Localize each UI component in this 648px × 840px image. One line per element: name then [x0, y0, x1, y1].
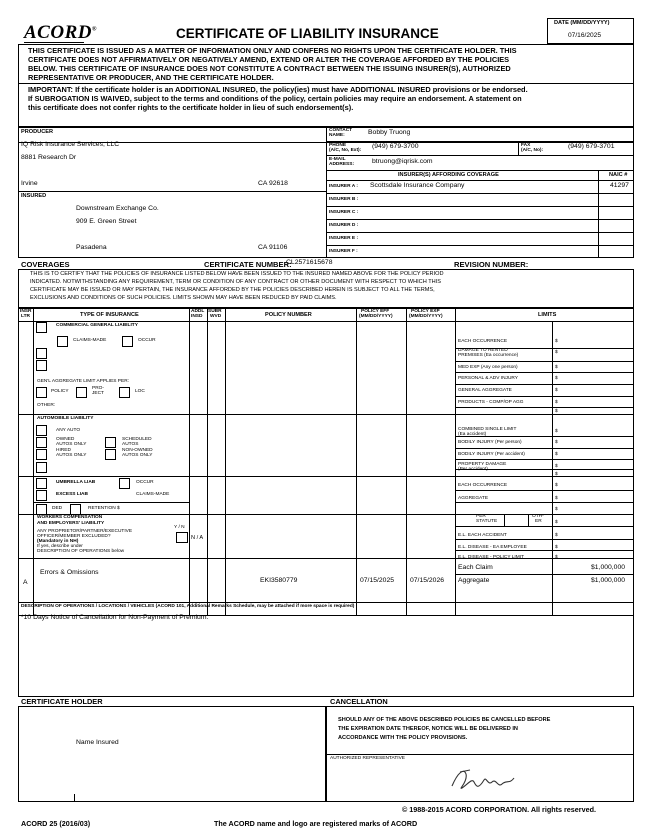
- coverages-text-3: CERTIFICATE MAY BE ISSUED OR MAY PERTAIN, THE INSURANCE AFFORDED BY THE POLICIES DESCRIBED HEREIN IS SUBJECT TO ALL THE TERMS,: [30, 287, 435, 293]
- umbrella-limit-dollar: $: [555, 507, 558, 512]
- contact-fax: (949) 679-3701: [568, 143, 615, 150]
- table-header-line: [18, 321, 634, 322]
- col-line-addl: [207, 308, 208, 616]
- auto-limit-dollar: $: [555, 429, 558, 434]
- notice-divider: [18, 83, 634, 84]
- scheduled-label-1: SCHEDULED: [122, 437, 152, 442]
- hired-label-2: AUTOS ONLY: [56, 453, 87, 458]
- gl-limit-dollar: $: [555, 409, 558, 414]
- insured-name: Downstream Exchange Co.: [76, 205, 159, 212]
- eo-limit2-label: Aggregate: [458, 577, 490, 584]
- insurer-row-label: INSURER F :: [329, 249, 358, 254]
- notice-line-3: BELOW. THIS CERTIFICATE OF INSURANCE DOES NOT CONSTITUTE A CONTRACT BETWEEN THE ISSUING INSURER(S), AUTHORIZED: [28, 64, 511, 73]
- cancellation-text-3: ACCORDANCE WITH THE POLICY PROVISIONS.: [338, 735, 468, 741]
- umbrella-occur-label: OCCUR: [136, 480, 154, 485]
- oth-er-label-1: OTH-: [532, 514, 544, 519]
- gl-section-end: [18, 414, 634, 415]
- auto-limit-dollar: $: [555, 464, 558, 469]
- auto-limit-label: BODILY INJURY (Per person): [458, 440, 522, 445]
- other-label: OTHER:: [37, 403, 56, 408]
- producer-label: PRODUCER: [21, 129, 54, 135]
- insured-state-zip: CA 91106: [258, 244, 288, 251]
- gl-limit-dollar: $: [555, 339, 558, 344]
- insurer-row-label: INSURER E :: [329, 236, 359, 241]
- gl-limit-line: [455, 396, 634, 397]
- insurer-row-label: INSURER D :: [329, 223, 359, 228]
- eo-ltr: A: [23, 579, 28, 586]
- subr-1: SUBR: [208, 309, 222, 314]
- contact-name: Bobby Truong: [368, 129, 411, 136]
- gl-limit-dollar: $: [555, 400, 558, 405]
- umbrella-limit-dollar: $: [555, 496, 558, 501]
- workers-limit-dollar: $: [555, 555, 558, 560]
- loc-checkbox[interactable]: [119, 387, 130, 398]
- gl-limit-label: GENERAL AGGREGATE: [458, 388, 512, 393]
- workers-limit-dollar: $: [555, 545, 558, 550]
- date-value: 07/16/2025: [568, 32, 602, 39]
- hired-checkbox[interactable]: [36, 449, 47, 460]
- cancellation-text-1: SHOULD ANY OF THE ABOVE DESCRIBED POLICIES BE CANCELLED BEFORE: [338, 717, 551, 723]
- workers-limit-line: [455, 539, 634, 540]
- gl-limit-line: [455, 348, 634, 349]
- addl-1: ADDL: [191, 309, 205, 314]
- umbrella-limit-line: [455, 502, 634, 503]
- subr-2: WVD: [210, 314, 222, 319]
- project-checkbox[interactable]: [76, 387, 87, 398]
- auto-limit-dollar: $: [555, 440, 558, 445]
- eff-1: POLICY EFF: [361, 309, 390, 314]
- insurer-row-line: [326, 245, 634, 246]
- page-title: CERTIFICATE OF LIABILITY INSURANCE: [176, 26, 439, 41]
- email-row-line: [326, 170, 634, 171]
- form-number: ACORD 25 (2016/03): [21, 819, 91, 828]
- authorized-signature: [448, 764, 518, 796]
- occur-label: OCCUR: [138, 338, 156, 343]
- important-line-3: this certificate does not confer rights to the certificate holder in lieu of such endorsement(s).: [28, 103, 354, 112]
- insured-city: Pasadena: [76, 244, 107, 251]
- insurer-row-line: [326, 219, 634, 220]
- cancellation-text-2: THE EXPIRATION DATE THEREOF, NOTICE WILL BE DELIVERED IN: [338, 726, 518, 732]
- oth-er-label-2: ER: [535, 519, 542, 524]
- gl-title: COMMERCIAL GENERAL LIABILITY: [56, 323, 138, 328]
- workers-limit-dollar: $: [555, 520, 558, 525]
- auto-limit-dollar: $: [555, 472, 558, 477]
- nonowned-label-2: AUTOS ONLY: [122, 453, 153, 458]
- producer-name: IQ Risk Insurance Services, LLC: [21, 141, 120, 148]
- auto-limit-label: PROPERTY DAMAGE: [458, 462, 507, 467]
- col-line-type: [189, 308, 190, 616]
- contact-email: btruong@iqrisk.com: [372, 158, 433, 165]
- workers-yn: Y / N: [174, 525, 185, 530]
- auto-row-extra-checkbox[interactable]: [36, 462, 47, 473]
- cancellation-label: CANCELLATION: [330, 697, 388, 706]
- workers-limit-label: E.L. DISEASE - POLICY LIMIT: [458, 555, 525, 560]
- notice-line-4: REPRESENTATIVE OR PRODUCER, AND THE CERTIFICATE HOLDER.: [28, 73, 274, 82]
- coverages-text-4: EXCLUSIONS AND CONDITIONS OF SUCH POLICIES. LIMITS SHOWN MAY HAVE BEEN REDUCED BY PAID CLAIMS.: [30, 295, 337, 301]
- col-line-policy: [356, 308, 357, 616]
- fax-label-1: FAX: [521, 143, 531, 148]
- insurers-header-line: [326, 180, 634, 181]
- col-line-subr: [225, 308, 226, 616]
- col-line-exp: [455, 308, 456, 616]
- gl-limit-line: [455, 407, 634, 408]
- scheduled-label-2: AUTOS: [122, 442, 139, 447]
- insr-ltr-2: LTR: [21, 314, 30, 319]
- gl-limit-dollar: $: [555, 350, 558, 355]
- holder-box: [18, 706, 326, 802]
- workers-line-4: OFFICER/MEMBER EXCLUDED?: [37, 534, 111, 539]
- workers-line-3: ANY PROPRIETOR/PARTNER/EXECUTIVE: [37, 529, 133, 534]
- auto-section-end: [18, 476, 634, 477]
- eo-exp: 07/15/2026: [410, 577, 445, 584]
- eo-limit1-value: $1,000,000: [591, 564, 626, 571]
- contact-row-line: [326, 141, 634, 142]
- insured-address: 909 E. Green Street: [76, 218, 137, 225]
- producer-insured-divider: [18, 191, 326, 192]
- producer-divider: [326, 126, 327, 258]
- gl-checkbox[interactable]: [36, 322, 47, 333]
- col-line-ltr: [33, 308, 34, 616]
- auto-limit-line: [455, 469, 634, 470]
- auth-rep-label: AUTHORIZED REPRESENTATIVE: [330, 756, 405, 761]
- owned-checkbox[interactable]: [36, 437, 47, 448]
- per-statute-divider-1: [504, 514, 505, 526]
- revision-label: REVISION NUMBER:: [454, 260, 529, 269]
- workers-line-6: If yes, describe under: [37, 544, 83, 549]
- nonowned-checkbox[interactable]: [105, 449, 116, 460]
- any-auto-label: ANY AUTO: [56, 428, 81, 433]
- insurers-header: INSURER(S) AFFORDING COVERAGE: [398, 172, 499, 178]
- coverages-text-2: INDICATED. NOTWITHSTANDING ANY REQUIREMENT, TERM OR CONDITION OF ANY CONTRACT OR OTHER DOCUMENT WITH RESPECT TO WHICH THIS: [30, 279, 441, 285]
- gl-limit-label: MED EXP (Any one person): [458, 365, 518, 370]
- producer-state-zip: CA 92618: [258, 180, 288, 187]
- cert-number-label: CERTIFICATE NUMBER:: [204, 260, 292, 269]
- logo-underline: [24, 42, 84, 43]
- occur-checkbox[interactable]: [122, 336, 133, 347]
- policy-number-header: POLICY NUMBER: [265, 312, 312, 318]
- important-line-1: IMPORTANT: If the certificate holder is an ADDITIONAL INSURED, the policy(ies) must have ADDITIONAL INSURED provisions or be endorsed.: [28, 85, 528, 94]
- phone-fax-divider: [518, 141, 519, 155]
- eff-2: (MM/DD/YYYY): [359, 314, 393, 319]
- agg-applies-label: GEN'L AGGREGATE LIMIT APPLIES PER:: [37, 379, 129, 384]
- auto-limit-line: [455, 459, 634, 460]
- auto-limit-label: (Ea accident): [458, 432, 487, 437]
- copyright: © 1988-2015 ACORD CORPORATION. All rights reserved.: [402, 805, 596, 814]
- email-label-2: ADDRESS:: [329, 162, 355, 167]
- auto-limit-label: BODILY INJURY (Per accident): [458, 452, 525, 457]
- workers-limit-dollar: $: [555, 533, 558, 538]
- umbrella-limit-dollar: $: [555, 483, 558, 488]
- eo-limit2-value: $1,000,000: [591, 577, 626, 584]
- coverages-label: COVERAGES: [21, 260, 70, 269]
- insurer-row-naic: 41297: [610, 182, 629, 189]
- auto-limit-line: [455, 448, 634, 449]
- limits-header: LIMITS: [538, 312, 557, 318]
- insurer-row-name: Scottsdale Insurance Company: [370, 182, 465, 189]
- contact-name-label-2: NAME:: [329, 133, 345, 138]
- eo-eff: 07/15/2025: [360, 577, 395, 584]
- auto-limit-line: [455, 436, 634, 437]
- type-header: TYPE OF INSURANCE: [80, 312, 139, 318]
- insurer-row-label: INSURER C :: [329, 210, 359, 215]
- cert-number: CL2571615678: [286, 259, 333, 266]
- workers-limit-label: E.L. EACH ACCIDENT: [458, 533, 507, 538]
- claims-made-label: CLAIMS-MADE: [73, 338, 107, 343]
- gl-limit-dollar: $: [555, 376, 558, 381]
- gl-limit-label: PERSONAL & ADV INJURY: [458, 376, 518, 381]
- policy-checkbox[interactable]: [36, 387, 47, 398]
- holder-label: CERTIFICATE HOLDER: [21, 697, 103, 706]
- excess-label: EXCESS LIAB: [56, 492, 88, 497]
- per-statute-divider-2: [528, 514, 529, 526]
- producer-address: 8881 Research Dr: [21, 154, 77, 161]
- umbrella-limit-line: [455, 490, 634, 491]
- auth-rep-line: [326, 754, 634, 755]
- description-label: DESCRIPTION OF OPERATIONS / LOCATIONS / VEHICLES (ACORD 101, Additional Remarks Schedule, may be attached if more space is required): [21, 604, 355, 609]
- umbrella-label: UMBRELLA LIAB: [56, 480, 96, 485]
- gl-row4-checkbox[interactable]: [36, 360, 47, 371]
- per-statute-label-2: STATUTE: [476, 519, 498, 524]
- insr-ltr-1: INSR: [20, 309, 32, 314]
- ded-label: DED: [52, 506, 63, 511]
- auto-title: AUTOMOBILE LIABILITY: [37, 416, 94, 421]
- holder-tick: [74, 794, 75, 802]
- eo-limit-line: [455, 574, 634, 575]
- workers-line-7: DESCRIPTION OF OPERATIONS below: [37, 549, 125, 554]
- email-label-1: E-MAIL: [329, 157, 346, 162]
- insurer-row-line: [326, 193, 634, 194]
- workers-excluded-box[interactable]: [176, 532, 188, 543]
- fax-label-2: (A/C, No):: [521, 148, 544, 153]
- auto-limit-dollar: $: [555, 452, 558, 457]
- date-label: DATE (MM/DD/YYYY): [554, 20, 610, 26]
- workers-line-2: AND EMPLOYERS' LIABILITY: [37, 521, 105, 526]
- insurer-row-label: INSURER B :: [329, 197, 359, 202]
- producer-city: Irvine: [21, 180, 38, 187]
- addl-2: INSD: [191, 314, 203, 319]
- eo-policy-number: EKI3580779: [260, 577, 298, 584]
- exp-2: (MM/DD/YYYY): [409, 314, 443, 319]
- coverages-text-1: THIS IS TO CERTIFY THAT THE POLICIES OF INSURANCE LISTED BELOW HAVE BEEN ISSUED TO THE INSURED NAMED ABOVE FOR THE POLICY PERIOD: [30, 271, 444, 277]
- phone-label-1: PHONE: [329, 143, 347, 148]
- nonowned-label-1: NON-OWNED: [122, 448, 153, 453]
- workers-line-5: (Mandatory in NH): [37, 539, 79, 544]
- insurer-row-label: INSURER A :: [329, 184, 358, 189]
- phone-row-line: [326, 155, 634, 156]
- umbrella-inner-line: [33, 502, 189, 503]
- trademark: The ACORD name and logo are registered marks of ACORD: [214, 819, 418, 828]
- gl-limit-dollar: $: [555, 388, 558, 393]
- gl-limit-label: PREMISES (Ea occurrence): [458, 353, 519, 358]
- gl-limit-label: DAMAGE TO RENTED: [458, 348, 508, 353]
- phone-label-2: (A/C, No, Ext):: [329, 148, 362, 153]
- policy-label: POLICY: [51, 389, 69, 394]
- umbrella-checkbox[interactable]: [36, 478, 47, 489]
- owned-label-2: AUTOS ONLY: [56, 442, 87, 447]
- per-statute-label-1: PER: [476, 514, 486, 519]
- eo-limit1-label: Each Claim: [458, 564, 493, 571]
- holder-name: Name Insured: [76, 739, 119, 746]
- description-text: *10 Days Notice of Cancellation for Non-Payment of Premium.: [21, 614, 209, 621]
- hired-label-1: HIRED: [56, 448, 71, 453]
- loc-label: LOC: [135, 389, 145, 394]
- workers-limit-line: [455, 526, 634, 527]
- workers-limit-line: [455, 550, 634, 551]
- insured-label: INSURED: [21, 193, 47, 199]
- notice-line-1: THIS CERTIFICATE IS ISSUED AS A MATTER OF INFORMATION ONLY AND CONFERS NO RIGHTS UPON THE CERTIFICATE HOLDER. THIS: [28, 46, 517, 55]
- auto-limit-label: COMBINED SINGLE LIMIT: [458, 427, 517, 432]
- scheduled-checkbox[interactable]: [105, 437, 116, 448]
- important-line-2: If SUBROGATION IS WAIVED, subject to the terms and conditions of the policy, certain policies may require an endorsement. A statement on: [28, 94, 522, 103]
- excess-checkbox[interactable]: [36, 490, 47, 501]
- contact-name-label-1: CONTACT: [329, 128, 353, 133]
- workers-na: N / A: [191, 535, 204, 541]
- umbrella-limit-label: EACH OCCURRENCE: [458, 483, 508, 488]
- auto-limit-label: (Per accident): [458, 467, 488, 472]
- umbrella-occur-checkbox[interactable]: [119, 478, 130, 489]
- gl-limit-dollar: $: [555, 365, 558, 370]
- insurer-row-line: [326, 206, 634, 207]
- acord-logo: ACORD®: [24, 22, 97, 43]
- umbrella-limit-label: AGGREGATE: [458, 496, 489, 501]
- contact-phone: (949) 679-3700: [372, 143, 419, 150]
- gl-limit-line: [455, 361, 634, 362]
- gl-limit-line: [455, 372, 634, 373]
- gl-row3-checkbox[interactable]: [36, 348, 47, 359]
- col-line-eff: [406, 308, 407, 616]
- coverage-table: [18, 308, 634, 616]
- gl-limit-label: PRODUCTS - COMP/OP AGG: [458, 400, 524, 405]
- umbrella-claims-made-label: CLAIMS-MADE: [136, 492, 170, 497]
- project-label-1: PRO-: [92, 386, 104, 391]
- workers-limit-label: E.L. DISEASE - EA EMPLOYEE: [458, 545, 527, 550]
- any-auto-checkbox[interactable]: [36, 425, 47, 436]
- retention-label: RETENTION $: [88, 506, 120, 511]
- owned-label-1: OWNED: [56, 437, 75, 442]
- gl-limit-line: [455, 384, 634, 385]
- naic-label: NAIC #: [609, 172, 628, 178]
- exp-1: POLICY EXP: [411, 309, 440, 314]
- claims-made-checkbox[interactable]: [57, 336, 68, 347]
- project-label-2: JECT: [92, 391, 104, 396]
- insurer-row-line: [326, 232, 634, 233]
- eo-type: Errors & Omissions: [40, 569, 99, 576]
- notice-line-2: CERTIFICATE DOES NOT AFFIRMATIVELY OR NEGATIVELY AMEND, EXTEND OR ALTER THE COVERAGE AFFORDED BY THE POLICIES: [28, 55, 510, 64]
- gl-limit-label: EACH OCCURRENCE: [458, 339, 508, 344]
- workers-line-1: WORKERS COMPENSATION: [37, 515, 103, 520]
